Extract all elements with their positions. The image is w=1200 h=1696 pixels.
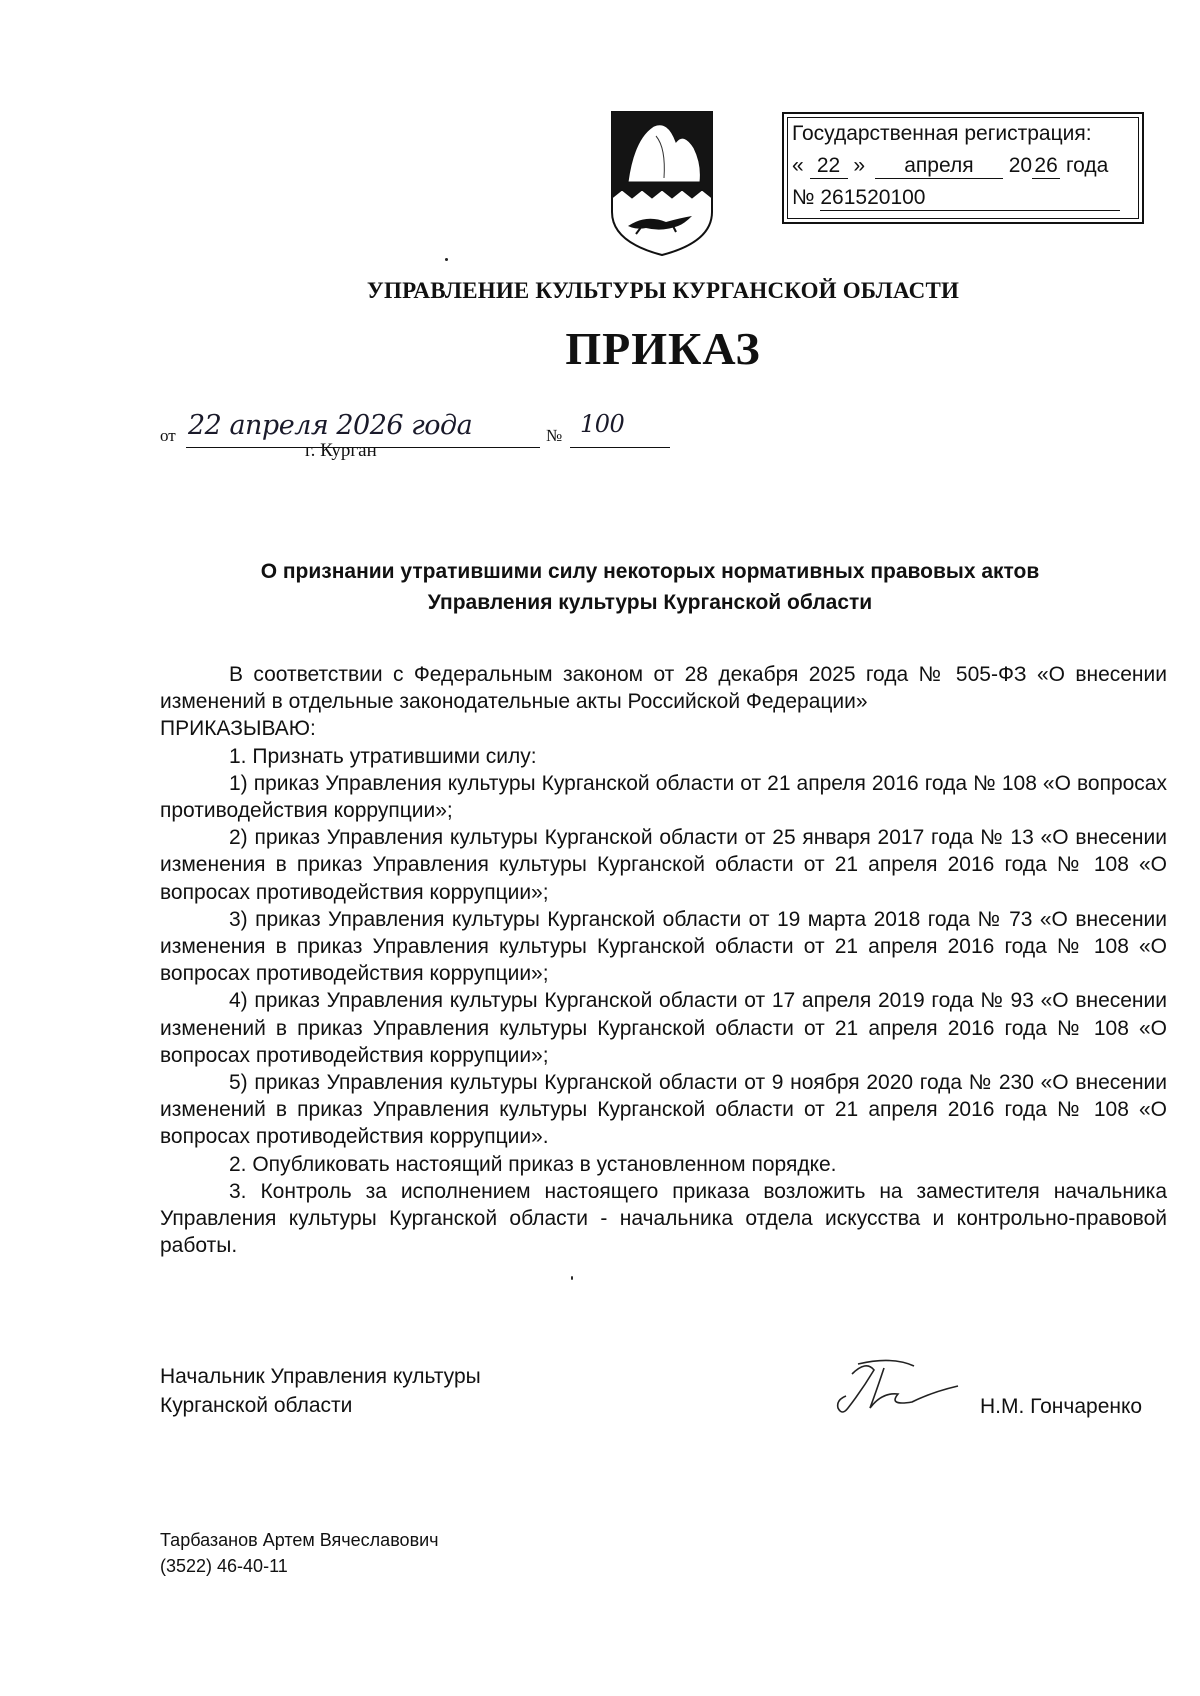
executor-phone: (3522) 46-40-11: [160, 1556, 288, 1576]
sub-item-3: 3) приказ Управления культуры Курганской области от 19 марта 2018 года № 73 «О внесении изменения в приказ Управления культуры Курганской области от 21 апреля 2016 года № 108 «О вопросах противодействия коррупции»;: [160, 907, 1167, 986]
registration-number-label: №: [792, 186, 815, 209]
registration-year-prefix: 20: [1008, 154, 1033, 177]
number-underline: [570, 447, 670, 448]
registration-number: 261520100: [820, 186, 1120, 211]
sub-item-5: 5) приказ Управления культуры Курганской области от 9 ноября 2020 года № 230 «О внесении изменений в приказ Управления культуры Курганской области от 21 апреля 2016 года № 108 «О вопросах противодействия коррупции».: [160, 1071, 1167, 1149]
registration-date: [792, 150, 1108, 181]
sub-item-1: 1) приказ Управления культуры Курганской области от 21 апреля 2016 года № 108 «О вопросах противодействия коррупции»;: [160, 771, 1167, 823]
date-label: от: [160, 426, 176, 445]
signatory-name: Н.М. Гончаренко: [980, 1395, 1143, 1418]
signatory-position: [160, 1362, 481, 1420]
subject-line-2: Управления культуры Курганской области: [427, 591, 873, 614]
executor-info: [160, 1527, 439, 1579]
scan-speck: [571, 1276, 573, 1280]
registration-stamp: [782, 112, 1144, 224]
order-date-line: [160, 412, 680, 452]
item-2: 2. Опубликовать настоящий приказ в установленном порядке.: [229, 1152, 837, 1176]
registration-day-close: »: [853, 154, 866, 177]
item-1: 1. Признать утратившими силу:: [229, 744, 537, 768]
document-type: ПРИКАЗ: [565, 323, 761, 374]
preamble-paragraph: В соответствии с Федеральным законом от 28 декабря 2025 года № 505-ФЗ «О внесении изменений в отдельные законодательные акты Российской Федерации»: [160, 663, 1167, 714]
order-subject: [170, 556, 1130, 618]
city: г. Курган: [305, 440, 377, 461]
item-3: 3. Контроль за исполнением настоящего приказа возложить на заместителя начальника Управления культуры Курганской области - начальника отдела искусства и контрольно-правовой работы.: [160, 1179, 1167, 1258]
sub-item-4: 4) приказ Управления культуры Курганской области от 17 апреля 2019 года № 93 «О внесении изменений в приказ Управления культуры Курганской области от 21 апреля 2016 года № 108 «О вопросах противодействия коррупции»;: [160, 989, 1167, 1067]
order-date-handwritten: 22 апреля 2026 года: [188, 410, 473, 441]
subject-line-1: О признании утратившими силу некоторых нормативных правовых актов: [260, 560, 1040, 583]
registration-year-word: года: [1065, 154, 1109, 177]
order-number-handwritten: 100: [580, 410, 625, 438]
organization-name: УПРАВЛЕНИЕ КУЛЬТУРЫ КУРГАНСКОЙ ОБЛАСТИ: [366, 278, 960, 303]
registration-number-row: [792, 182, 1120, 213]
number-label: №: [546, 426, 563, 445]
registration-month: апреля: [875, 154, 1003, 179]
sub-item-2: 2) приказ Управления культуры Курганской области от 25 января 2017 года № 13 «О внесении изменения в приказ Управления культуры Курганской области от 21 апреля 2016 года № 108 «О вопросах противодействия коррупции»;: [160, 826, 1167, 904]
command-word: ПРИКАЗЫВАЮ:: [160, 717, 316, 741]
executor-name: Тарбазанов Артем Вячеславович: [160, 1530, 439, 1550]
order-body: [160, 661, 1167, 1259]
registration-day: 22: [810, 154, 848, 179]
registration-title: Государственная регистрация:: [792, 122, 1092, 145]
coat-of-arms-icon: [606, 108, 718, 258]
scan-speck: [445, 258, 448, 261]
registration-day-open: «: [792, 154, 804, 177]
signatory-position-line-2: Курганской области: [160, 1394, 353, 1417]
handwritten-signature: [822, 1356, 962, 1422]
signatory-position-line-1: Начальник Управления культуры: [160, 1365, 481, 1388]
registration-year-suffix: 26: [1032, 154, 1060, 179]
